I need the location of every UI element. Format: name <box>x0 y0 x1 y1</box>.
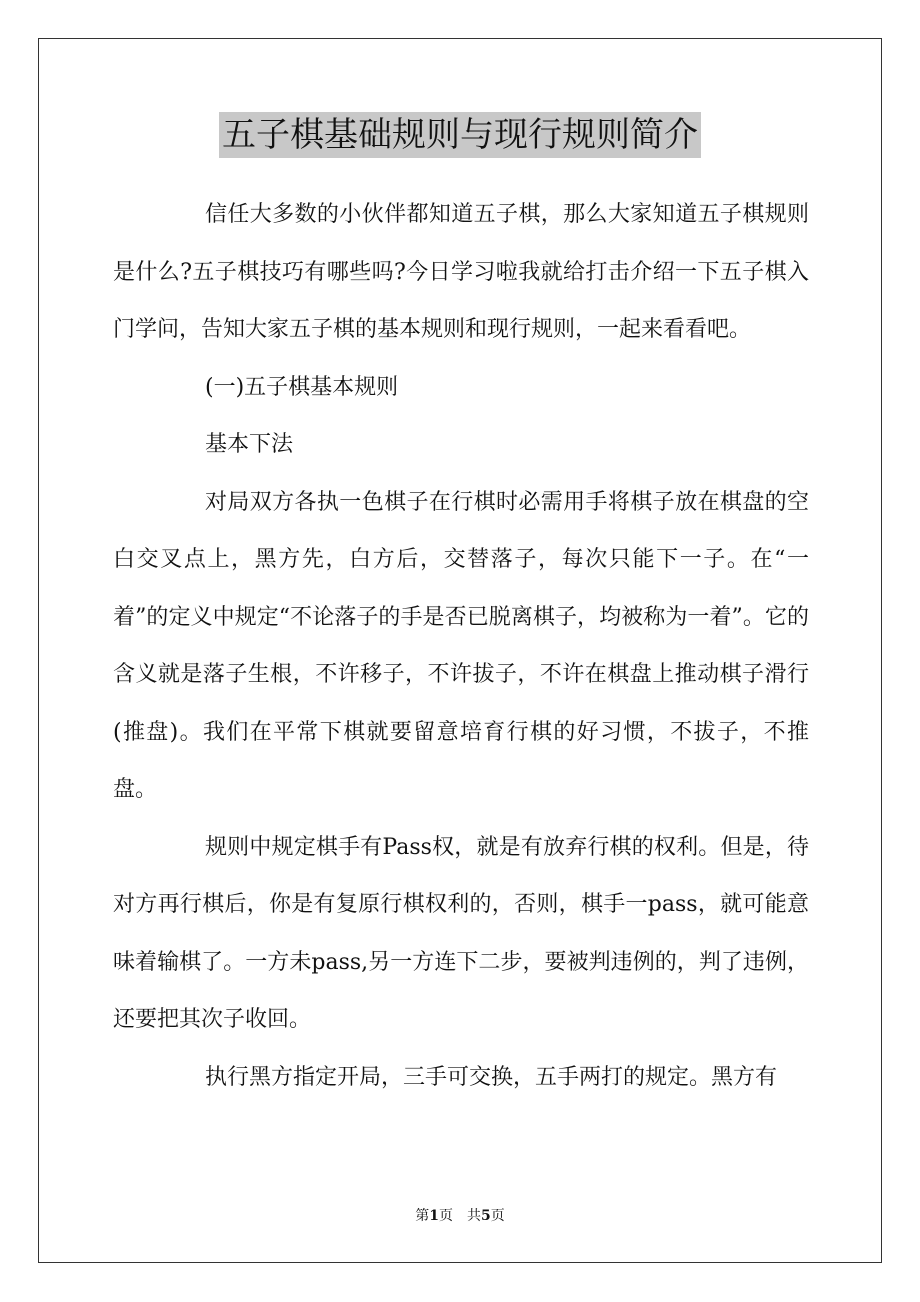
paragraph-pass-rule: 规则中规定棋手有Pass权，就是有放弃行棋的权利。但是，待对方再行棋后，你是有复原行棋权利的，否则，棋手一pass，就可能意味着输棋了。一方未pass,另一方连下二步，要被判违例的，判了违例，还要把其次子收回。 <box>113 834 809 1032</box>
paragraph-intro: 信任大多数的小伙伴都知道五子棋，那么大家知道五子棋规则是什么?五子棋技巧有哪些吗?今日学习啦我就给打击介绍一下五子棋入门学问，告知大家五子棋的基本规则和现行规则，一起来看看吧。 <box>113 202 809 342</box>
footer-total-pages: 5 <box>481 1208 491 1224</box>
footer-total-prefix: 共 <box>467 1208 481 1224</box>
section-heading-basic-rules: (一)五子棋基本规则 <box>205 374 399 400</box>
subheading-basic-play: 基本下法 <box>205 432 294 457</box>
page-footer <box>0 1206 920 1226</box>
paragraph-opening-rule: 执行黑方指定开局，三手可交换，五手两打的规定。黑方有 <box>205 1064 778 1090</box>
footer-total-suffix: 页 <box>490 1208 505 1224</box>
document-title: 五子棋基础规则与现行规则简介 <box>219 112 701 158</box>
footer-page-prefix: 第 <box>415 1208 430 1224</box>
footer-page-suffix: 页 <box>439 1208 453 1224</box>
footer-current-page: 1 <box>429 1208 439 1224</box>
document-body <box>113 186 809 1106</box>
paragraph-placing-stones: 对局双方各执一色棋子在行棋时必需用手将棋子放在棋盘的空白交叉点上，黑方先，白方后，交替落子，每次只能下一子。在“一着”的定义中规定“不论落子的手是否已脱离棋子，均被称为一着”。它的含义就是落子生根，不许移子，不许拔子，不许在棋盘上推动棋子滑行(推盘)。我们在平常下棋就要留意培育行棋的好习惯，不拔子，不推盘。 <box>113 489 809 802</box>
title-container <box>0 112 920 158</box>
